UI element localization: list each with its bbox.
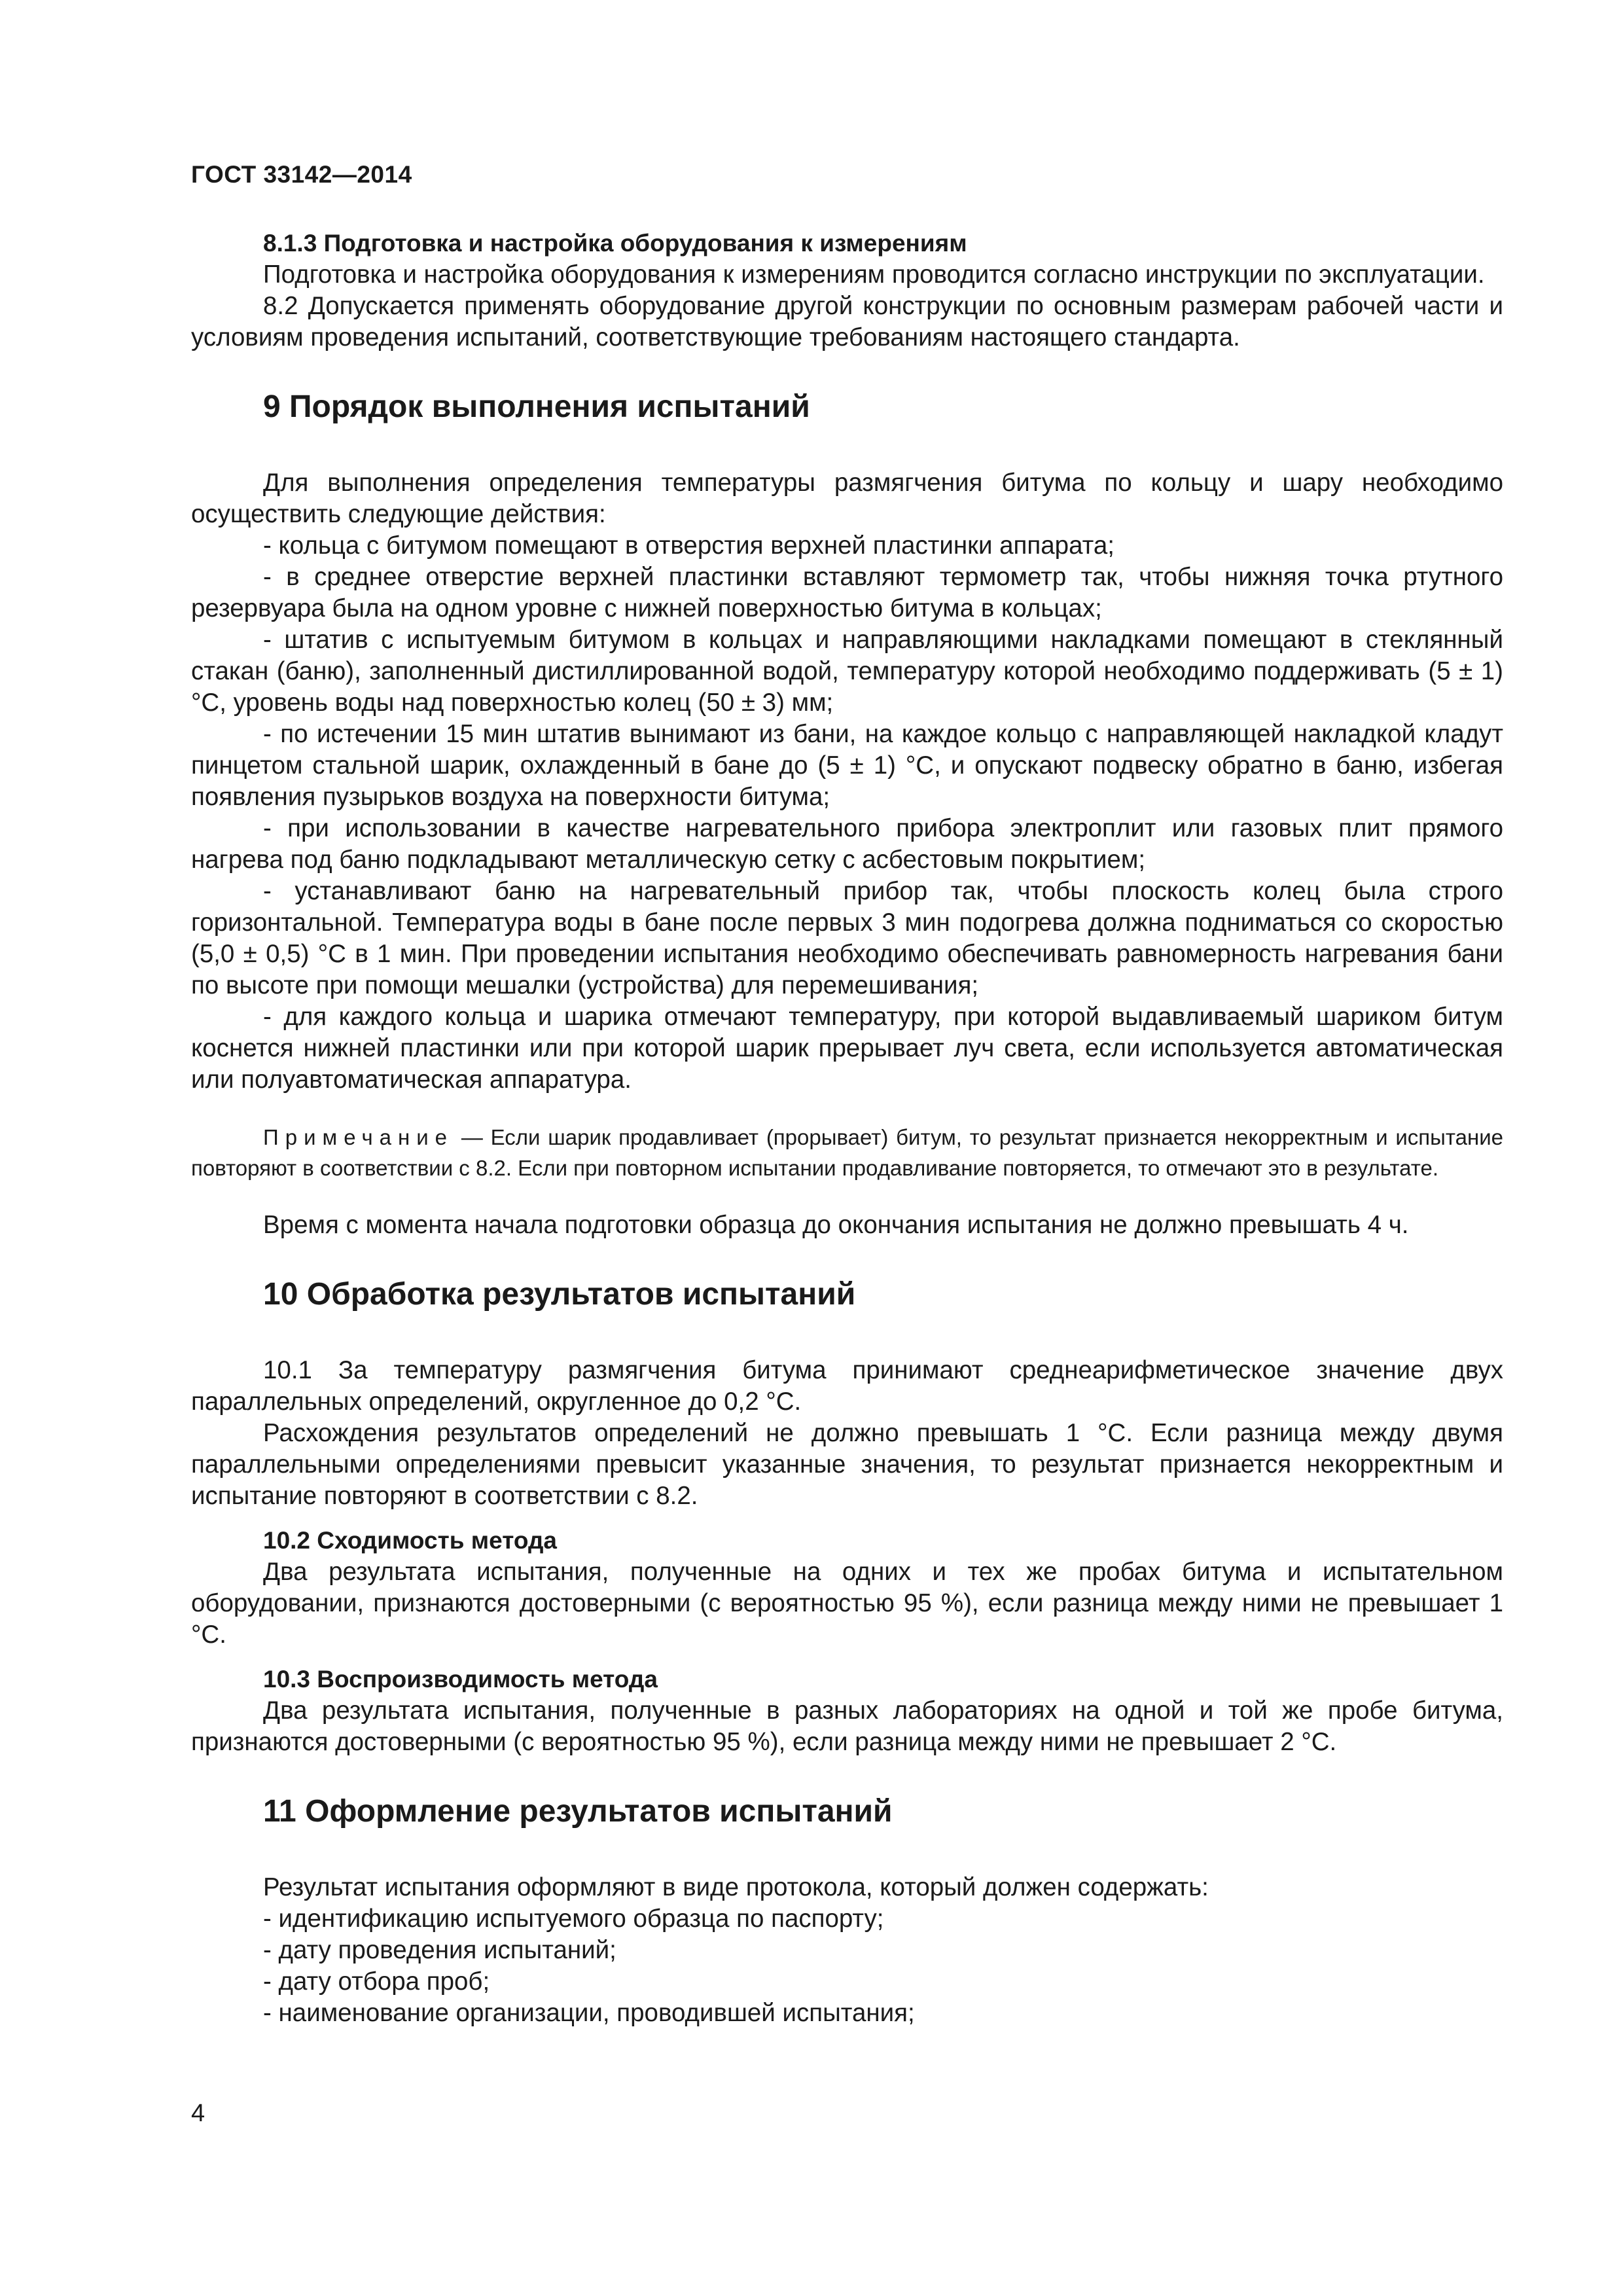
list-item: - для каждого кольца и шарика отмечают температуру, при которой выдавливаемый шариком битум коснется нижней пластинки или при которой шарик прерывает луч света, если используется автоматическая или полуавтоматическая аппаратура.	[191, 1003, 1503, 1094]
list-item: - кольца с битумом помещают в отверстия верхней пластинки аппарата;	[263, 531, 1115, 560]
paragraph-reproducibility: Два результата испытания, полученные в разных лабораториях на одной и той же пробе битума, признаются достоверными (с вероятностью 95 %), если разница между ними не превышает 2 °С.	[191, 1696, 1503, 1756]
list-item: - дату отбора проб;	[263, 1967, 490, 1996]
list-item: - при использовании в качестве нагревательного прибора электроплит или газовых плит прямого нагрева под баню подкладывают металлическую сетку с асбестовым покрытием;	[191, 814, 1503, 874]
section-title-9: 9 Порядок выполнения испытаний	[263, 389, 810, 424]
paragraph-repeatability: Два результата испытания, полученные на одних и тех же пробах битума и испытательном оборудовании, признаются достоверными (с вероятностью 95 %), если разница между ними не превышает 1 °С.	[191, 1558, 1503, 1649]
paragraph-protocol-intro: Результат испытания оформляют в виде протокола, который должен содержать:	[263, 1873, 1209, 1901]
paragraph-8-2: 8.2 Допускается применять оборудование другой конструкции по основным размерам рабочей части и условиям проведения испытаний, соответствующие требованиям настоящего стандарта.	[191, 292, 1503, 351]
list-item: - в среднее отверстие верхней пластинки вставляют термометр так, чтобы нижняя точка ртутного резервуара была на одном уровне с нижней поверхностью битума в кольцах;	[191, 563, 1503, 622]
section-title-10: 10 Обработка результатов испытаний	[263, 1277, 856, 1312]
note-text: — Если шарик продавливает (прорывает) битум, то результат признается некорректным и испытание повторяют в соответствии с 8.2. Если при повторном испытании продавливание повторяется, то отмечают это в результате.	[191, 1125, 1503, 1180]
paragraph-procedure-intro: Для выполнения определения температуры размягчения битума по кольцу и шару необходимо осуществить следующие действия:	[191, 469, 1503, 528]
list-item: - штатив с испытуемым битумом в кольцах и направляющими накладками помещают в стеклянный стакан (баню), заполненный дистиллированной водой, температуру которой необходимо поддерживать (5 ± 1) °С, уровень воды над поверхностью колец (50 ± 3) мм;	[191, 626, 1503, 717]
list-item: - дату проведения испытаний;	[263, 1936, 616, 1964]
section-title-11: 11 Оформление результатов испытаний	[263, 1794, 893, 1829]
paragraph-discrepancy: Расхождения результатов определений не должно превышать 1 °С. Если разница между двумя параллельными определениями превысит указанные значения, то результат признается некорректным и испытание повторяют в соответствии с 8.2.	[191, 1419, 1503, 1510]
page-number: 4	[191, 2100, 205, 2127]
list-item: - устанавливают баню на нагревательный прибор так, чтобы плоскость колец была строго горизонтальной. Температура воды в бане после первых 3 мин подогрева должна подниматься со скоростью (5,0 ± 0,5) °С в 1 мин. При проведении испытания необходимо обеспечивать равномерность нагревания бани по высоте при помощи мешалки (устройства) для перемешивания;	[191, 877, 1503, 999]
paragraph-time-limit: Время с момента начала подготовки образца до окончания испытания не должно превышать 4 ч.	[263, 1211, 1409, 1239]
paragraph-10-1: 10.1 За температуру размягчения битума принимают среднеарифметическое значение двух параллельных определений, округленное до 0,2 °С.	[191, 1356, 1503, 1416]
subsection-title-10-3: 10.3 Воспроизводимость метода	[263, 1666, 658, 1693]
document-body	[191, 228, 1503, 2029]
document-code-header: ГОСТ 33142—2014	[191, 161, 412, 188]
note-block	[191, 1122, 1503, 1183]
list-item: - по истечении 15 мин штатив вынимают из бани, на каждое кольцо с направляющей накладкой кладут пинцетом стальной шарик, охлажденный в бане до (5 ± 1) °С, и опускают подвеску обратно в баню, избегая появления пузырьков воздуха на поверхности битума;	[191, 720, 1503, 811]
list-item: - наименование организации, проводившей испытания;	[263, 1999, 915, 2027]
note-label: Примечание	[263, 1125, 454, 1149]
subsection-title-8-1-3: 8.1.3 Подготовка и настройка оборудования к измерениям	[263, 230, 967, 257]
subsection-title-10-2: 10.2 Сходимость метода	[263, 1527, 558, 1554]
list-item: - идентификацию испытуемого образца по паспорту;	[263, 1905, 884, 1933]
paragraph-equipment-setup: Подготовка и настройка оборудования к измерениям проводится согласно инструкции по эксплуатации.	[263, 260, 1485, 289]
